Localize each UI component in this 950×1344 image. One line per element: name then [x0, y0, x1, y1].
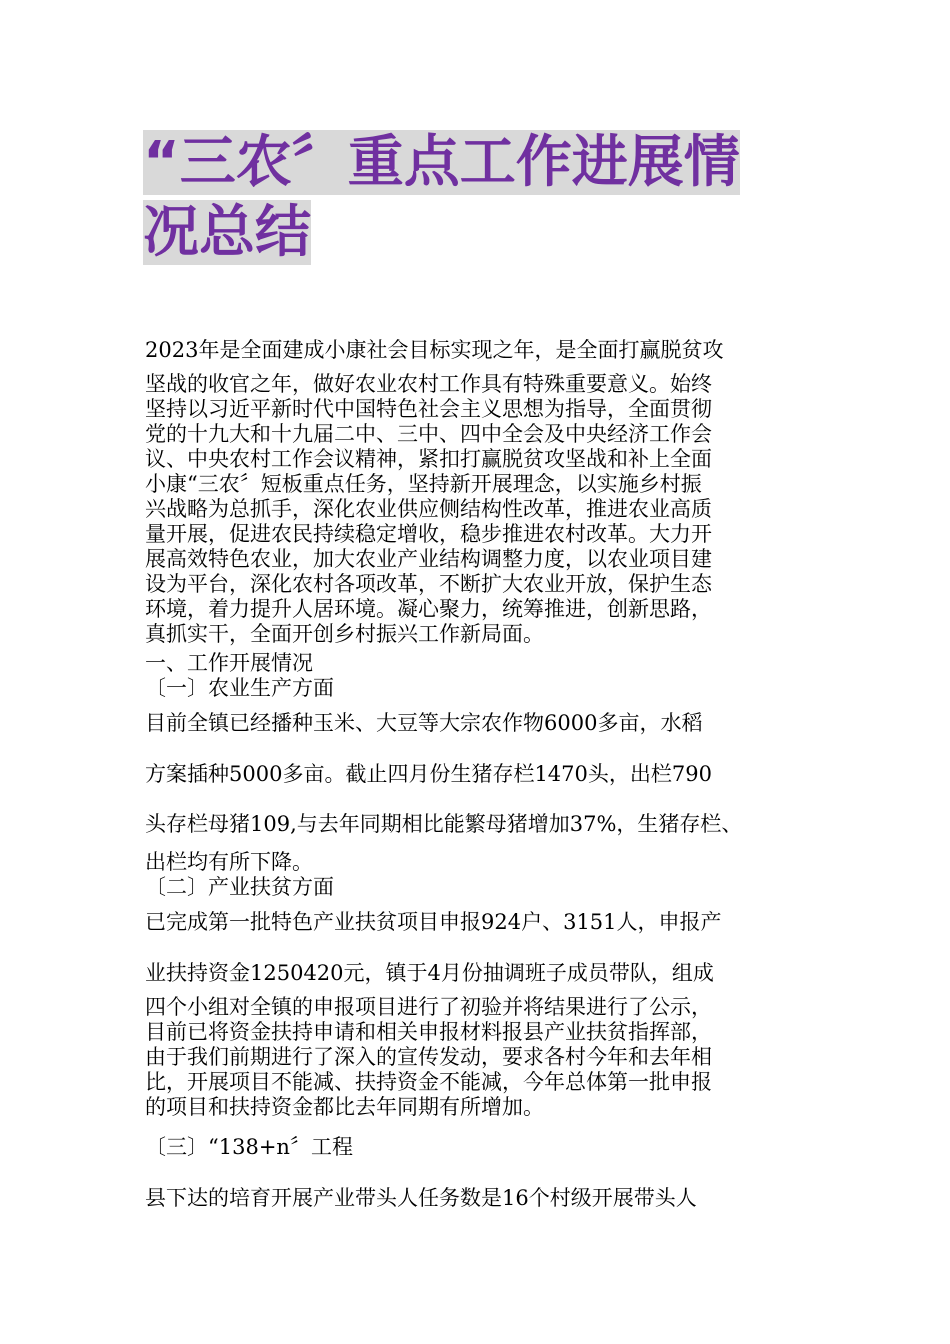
subsection-heading-1: 〔一〕农业生产方面: [145, 676, 334, 700]
intro-line: 设为平台，深化农村各项改革，不断扩大农业开放，保护生态: [145, 572, 712, 596]
intro-line: 兴战略为总抓手，深化农业供应侧结构性改革，推进农业高质: [145, 497, 712, 521]
intro-line: 议、中央农村工作会议精神，紧扣打赢脱贫攻坚战和补上全面: [145, 447, 712, 471]
document-title: [143, 128, 808, 268]
sub2-line: 由于我们前期进行了深入的宣传发动，要求各村今年和去年相: [145, 1045, 712, 1069]
intro-line: 党的十九大和十九届二中、三中、四中全会及中央经济工作会: [145, 422, 712, 446]
subsection-heading-2: 〔二〕产业扶贫方面: [145, 875, 334, 899]
intro-line: 展高效特色农业，加大农业产业结构调整力度，以农业项目建: [145, 547, 712, 571]
intro-paragraph: [145, 372, 825, 647]
section-heading-1: 一、工作开展情况: [145, 651, 313, 675]
title-line-1: “三农〞重点工作进展情: [143, 130, 740, 195]
sub2-line-1: 已完成第一批特色产业扶贫项目申报924户、3151人，申报产: [145, 910, 722, 934]
intro-line: 小康“三农〞短板重点任务，坚持新开展理念，以实施乡村振: [145, 472, 702, 496]
intro-line: 量开展，促进农民持续稳定增收，稳步推进农村改革。大力开: [145, 522, 712, 546]
sub3-line-1: 县下达的培育开展产业带头人任务数是16个村级开展带头人: [145, 1186, 697, 1210]
sub1-line-3: 头存栏母猪109,与去年同期相比能繁母猪增加37%，生猪存栏、: [145, 812, 743, 836]
title-line-2: 况总结: [143, 200, 311, 265]
sub2-paragraph: [145, 995, 825, 1120]
intro-line: 坚持以习近平新时代中国特色社会主义思想为指导，全面贯彻: [145, 397, 712, 421]
sub1-line-2: 方案插种5000多亩。截止四月份生猪存栏1470头，出栏790: [145, 762, 712, 786]
intro-line: 真抓实干，全面开创乡村振兴工作新局面。: [145, 622, 544, 646]
sub2-line: 的项目和扶持资金都比去年同期有所增加。: [145, 1095, 544, 1119]
intro-line: 环境，着力提升人居环境。凝心聚力，统筹推进，创新思路，: [145, 597, 712, 621]
sub1-line-1: 目前全镇已经播种玉米、大豆等大宗农作物6000多亩，水稻: [145, 711, 703, 735]
intro-first-line: 2023年是全面建成小康社会目标实现之年，是全面打赢脱贫攻: [145, 338, 724, 362]
sub1-line-4: 出栏均有所下降。: [145, 850, 313, 874]
subsection-heading-3: 〔三〕“138+n〞工程: [145, 1135, 353, 1159]
intro-line: 坚战的收官之年，做好农业农村工作具有特殊重要意义。始终: [145, 372, 712, 396]
sub2-line: 四个小组对全镇的申报项目进行了初验并将结果进行了公示，: [145, 995, 712, 1019]
sub2-line: 目前已将资金扶持申请和相关申报材料报县产业扶贫指挥部，: [145, 1020, 712, 1044]
sub2-line-2: 业扶持资金1250420元，镇于4月份抽调班子成员带队，组成: [145, 961, 714, 985]
sub2-line: 比，开展项目不能减、扶持资金不能减，今年总体第一批申报: [145, 1070, 712, 1094]
